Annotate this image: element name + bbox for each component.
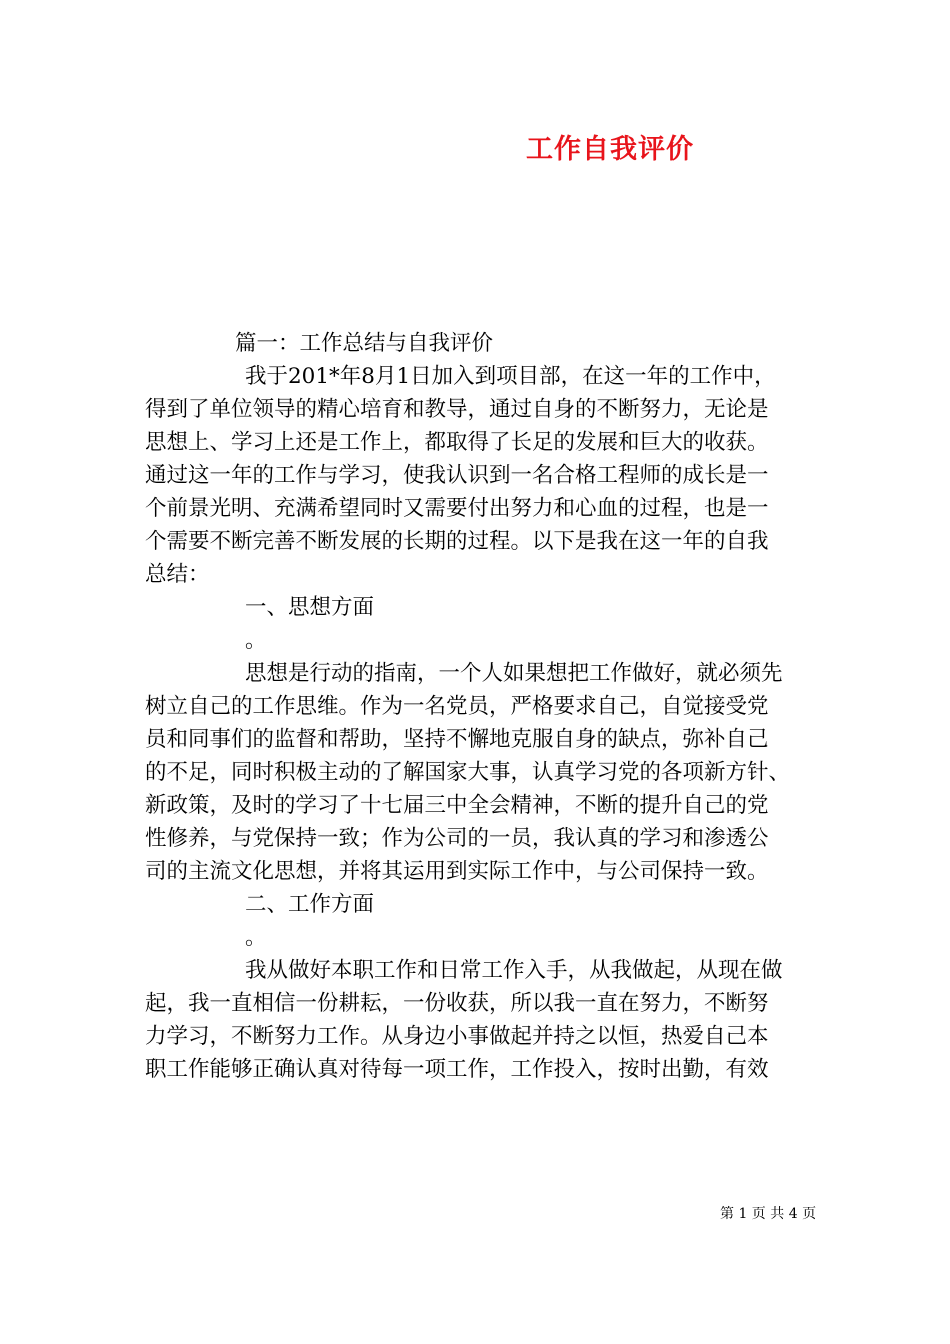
paragraph-line: 的不足，同时积极主动的了解国家大事，认真学习党的各项新方针、 (145, 760, 791, 785)
document-title: 工作自我评价 (526, 134, 694, 165)
paragraph-line: 思想是行动的指南，一个人如果想把工作做好，就必须先 (245, 661, 783, 686)
paragraph-line: 个前景光明、充满希望同时又需要付出努力和心血的过程，也是一 (145, 496, 769, 521)
section-heading-work: 二、工作方面 (245, 892, 375, 917)
paragraph-line: 通过这一年的工作与学习，使我认识到一名合格工程师的成长是一 (145, 463, 769, 488)
paragraph-line: 个需要不断完善不断发展的长期的过程。以下是我在这一年的自我 (145, 529, 769, 554)
paragraph-line: 新政策，及时的学习了十七届三中全会精神，不断的提升自己的党 (145, 793, 769, 818)
paragraph-line: 我从做好本职工作和日常工作入手，从我做起，从现在做 (245, 958, 783, 983)
section-heading-part-one: 篇一：工作总结与自我评价 (235, 331, 494, 356)
paragraph-line: 司的主流文化思想，并将其运用到实际工作中，与公司保持一致。 (145, 859, 769, 884)
paragraph-line: 性修养，与党保持一致；作为公司的一员，我认真的学习和渗透公 (145, 826, 769, 851)
paragraph-line: 。 (245, 628, 267, 653)
section-heading-thought: 一、思想方面 (245, 595, 375, 620)
paragraph-line: 树立自己的工作思维。作为一名党员，严格要求自己，自觉接受党 (145, 694, 769, 719)
paragraph-line: 。 (245, 925, 267, 950)
paragraph-line: 我于201*年8月1日加入到项目部，在这一年的工作中， (245, 364, 776, 389)
paragraph-line: 得到了单位领导的精心培育和教导，通过自身的不断努力，无论是 (145, 397, 769, 422)
paragraph-line: 职工作能够正确认真对待每一项工作，工作投入，按时出勤，有效 (145, 1057, 769, 1082)
paragraph-line: 员和同事们的监督和帮助，坚持不懈地克服自身的缺点，弥补自己 (145, 727, 769, 752)
paragraph-line: 起，我一直相信一份耕耘，一份收获，所以我一直在努力，不断努 (145, 991, 769, 1016)
document-body (145, 327, 825, 1086)
paragraph-line: 思想上、学习上还是工作上，都取得了长足的发展和巨大的收获。 (145, 430, 769, 455)
page-footer: 第 1 页 共 4 页 (720, 1206, 817, 1222)
paragraph-line: 总结： (145, 562, 210, 587)
paragraph-line: 力学习，不断努力工作。从身边小事做起并持之以恒，热爱自己本 (145, 1024, 769, 1049)
